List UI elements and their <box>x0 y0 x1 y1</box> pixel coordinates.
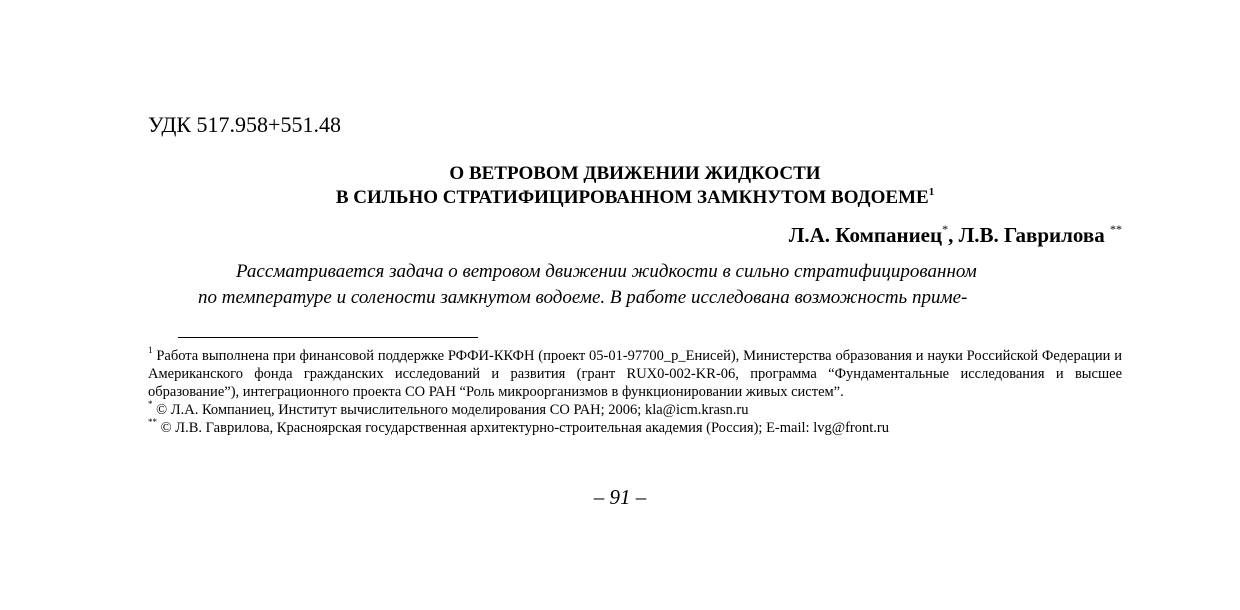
footnote-2-text: © Л.А. Компаниец, Институт вычислительного моделирования СО РАН; 2006; kla@icm.krasn.ru <box>152 402 749 418</box>
abstract-line-2: по температуре и солености замкнутом водоеме. В работе исследована возможность приме- <box>198 287 968 308</box>
title-line-2-text: В СИЛЬНО СТРАТИФИЦИРОВАННОМ ЗАМКНУТОМ ВОДОЕМЕ <box>335 187 929 208</box>
footnote-1-text: Работа выполнена при финансовой поддержке РФФИ-ККФН (проект 05-01-97700_р_Енисей), Министерства образования и науки Российской Федерации и Американского фонда гражданских исследований и развития (грант RUX0-002-KR-06, программа “Фундаментальные исследования и высшее образование”), интеграционного проекта СО РАН “Роль микроорганизмов в функционировании живых систем”. <box>148 348 1122 400</box>
footnote-2-mark: * <box>148 399 153 410</box>
footnote-2 <box>148 401 1122 419</box>
paper-title <box>148 162 1122 210</box>
abstract-line-1: Рассматривается задача о ветровом движении жидкости в сильно стратифицированном <box>236 261 977 282</box>
footnote-1 <box>148 347 1122 401</box>
footnotes <box>148 347 1122 437</box>
abstract <box>198 259 1122 311</box>
title-line-2 <box>148 186 1122 210</box>
footnote-3-mark: ** <box>148 417 157 428</box>
udc-code: УДК 517.958+551.48 <box>148 112 341 137</box>
author-1: Л.А. Компаниец <box>788 223 943 247</box>
author-2-mark: ** <box>1110 222 1122 236</box>
author-2: Л.В. Гаврилова <box>958 223 1110 247</box>
title-footnote-mark: 1 <box>928 185 935 198</box>
page-number: – 91 – <box>593 485 647 509</box>
footnote-3 <box>148 419 1122 437</box>
author-separator: , <box>948 223 959 247</box>
footnote-1-mark: 1 <box>148 345 153 356</box>
authors-line <box>789 222 1122 248</box>
author-1-mark: * <box>942 222 949 236</box>
footnote-separator <box>178 337 478 338</box>
footnote-3-text: © Л.В. Гаврилова, Красноярская государственная архитектурно-строительная академия (Россия); E-mail: lvg@front.ru <box>157 420 889 436</box>
title-line-1: О ВЕТРОВОМ ДВИЖЕНИИ ЖИДКОСТИ <box>449 163 821 184</box>
